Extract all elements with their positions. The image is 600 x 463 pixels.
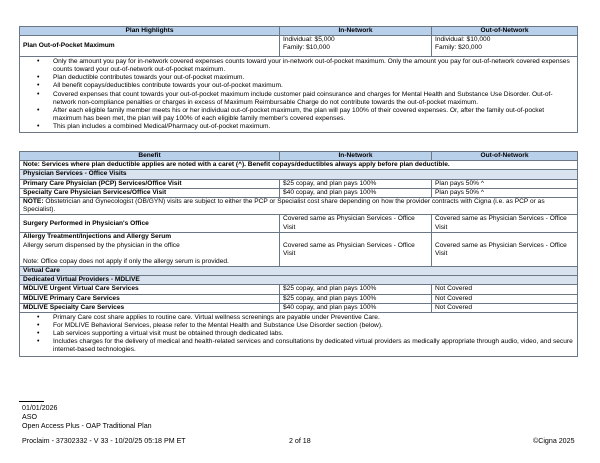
specialist-out-of-network: Plan pays 50% ^ (432, 188, 578, 197)
list-item: • Lab services supporting a virtual visit must be obtained through dedicated labs. (53, 330, 574, 338)
section-title-virtual: Virtual Care (20, 267, 578, 276)
caret-note: Note: Services where plan deductible applies are noted with a caret (^). Benefit copays/deductibles always apply before plan deductible. (20, 161, 578, 170)
pcp-label: Primary Care Physician (PCP) Services/Office Visit (20, 179, 280, 188)
allergy-subtitle: Allergy serum dispensed by the physician in the office (23, 241, 180, 249)
out-of-network-header: Out-of-Network (432, 152, 578, 161)
oop-in-family: Family: $10,000 (283, 44, 330, 52)
plan-highlights-table (19, 26, 578, 133)
allergy-title: Allergy Treatment/Injections and Allergy Serum (23, 233, 172, 241)
footer-copyright: ©Cigna 2025 (533, 437, 575, 445)
mdlive-specialty-in-network: $40 copay, and plan pays 100% (280, 303, 432, 312)
pcp-out-of-network: Plan pays 50% ^ (432, 179, 578, 188)
list-item: • Plan deductible contributes towards your out-of-pocket maximum. (53, 74, 574, 82)
allergy-cell (20, 233, 280, 267)
mdlive-primary-in-network: $25 copay, and plan pays 100% (280, 294, 432, 303)
virtual-notes (20, 313, 578, 356)
surgery-in-network: Covered same as Physician Services - Office Visit (280, 215, 432, 233)
mdlive-urgent-in-network: $25 copay, and plan pays 100% (280, 285, 432, 294)
virtual-bullet-list (23, 314, 574, 354)
list-item: • This plan includes a combined Medical/Pharmacy out-of-pocket maximum. (53, 123, 574, 131)
oop-max-label: Plan Out-of-Pocket Maximum (20, 36, 280, 57)
footer-divider (19, 401, 44, 402)
list-item: • All benefit copays/deductibles contribute towards your out-of-pocket maximum. (53, 82, 574, 90)
footer-plan-name: Open Access Plus - OAP Traditional Plan (22, 422, 152, 430)
footer-funding: ASO (22, 413, 37, 421)
specialist-label: Specialty Care Physician Services/Office Visit (20, 188, 280, 197)
allergy-out-of-network: Covered same as Physician Services - Office Visit (432, 233, 578, 267)
benefit-table (19, 151, 578, 357)
obgyn-note-prefix: NOTE: (23, 198, 44, 206)
list-item: • Includes charges for the delivery of medical and health-related services and consultations by dedicated virtual providers as medically appropriate through audio, video, and secure internet-based technologies. (53, 338, 574, 354)
mdlive-urgent-out-of-network: Not Covered (432, 285, 578, 294)
pcp-in-network: $25 copay, and plan pays 100% (280, 179, 432, 188)
obgyn-note-text: Obstetrician and Gynecologist (OB/GYN) visits are subject to either the PCP or Specialist cost share depending on how the provider contracts with Cigna (i.e. as PCP or as Specialist). (23, 198, 545, 214)
benefit-header: Benefit (20, 152, 280, 161)
mdlive-primary-out-of-network: Not Covered (432, 294, 578, 303)
mdlive-urgent-label: MDLIVE Urgent Virtual Care Services (20, 285, 280, 294)
out-of-network-header: Out-of-Network (432, 27, 578, 36)
surgery-label: Surgery Performed in Physician's Office (20, 215, 280, 233)
surgery-out-of-network: Covered same as Physician Services - Office Visit (432, 215, 578, 233)
allergy-in-network: Covered same as Physician Services - Office Visit (280, 233, 432, 267)
oop-notes (20, 57, 578, 133)
oop-max-in-network (280, 36, 432, 57)
oop-out-family: Family: $20,000 (435, 44, 482, 52)
mdlive-primary-label: MDLIVE Primary Care Services (20, 294, 280, 303)
specialist-in-network: $40 copay, and plan pays 100% (280, 188, 432, 197)
oop-in-individual: Individual: $5,000 (283, 36, 335, 44)
page-number: 2 of 18 (289, 437, 311, 445)
footer-proclaim-id: Proclaim - 37302332 - V 33 - 10/20/25 05:18 PM ET (22, 437, 186, 445)
mdlive-specialty-out-of-network: Not Covered (432, 303, 578, 312)
oop-out-individual: Individual: $10,000 (435, 36, 491, 44)
list-item: • Primary Care cost share applies to routine care. Virtual wellness screenings are payable under Preventive Care. (53, 314, 574, 322)
virtual-subtitle: Dedicated Virtual Providers - MDLIVE (20, 276, 578, 285)
in-network-header: In-Network (280, 27, 432, 36)
in-network-header: In-Network (280, 152, 432, 161)
footer-date: 01/01/2026 (22, 404, 58, 412)
mdlive-specialty-label: MDLIVE Specialty Care Services (20, 303, 280, 312)
list-item: • Covered expenses that count towards your out-of-pocket maximum include customer paid coinsurance and charges for Mental Health and Substance Use Disorder. Out-of-network non-compliance penalties or charges in excess of Maximum Reimbursable Charge do not contribute towards the out-of-pocket maximum. (53, 91, 574, 107)
plan-highlights-header: Plan Highlights (20, 27, 280, 36)
list-item: • Only the amount you pay for in-network covered expenses counts toward your in-network out-of-pocket maximum. Only the amount you pay for out-of-network covered expenses counts toward your out-of-network out-of-pocket maximum. (53, 58, 574, 74)
oop-max-out-of-network (432, 36, 578, 57)
allergy-note: Note: Office copay does not apply if only the allergy serum is provided. (23, 257, 229, 265)
section-title-physician: Physician Services - Office Visits (20, 170, 578, 179)
obgyn-note (20, 198, 578, 215)
list-item: • For MDLIVE Behavioral Services, please refer to the Mental Health and Substance Use Disorder section (below). (53, 322, 574, 330)
list-item: • After each eligible family member meets his or her individual out-of-pocket maximum, the plan will pay 100% of their covered expenses. Or, after the family out-of-pocket maximum has been met, the plan will pay 100% of each eligible family member's covered expenses. (53, 107, 574, 123)
oop-bullet-list (23, 58, 574, 131)
